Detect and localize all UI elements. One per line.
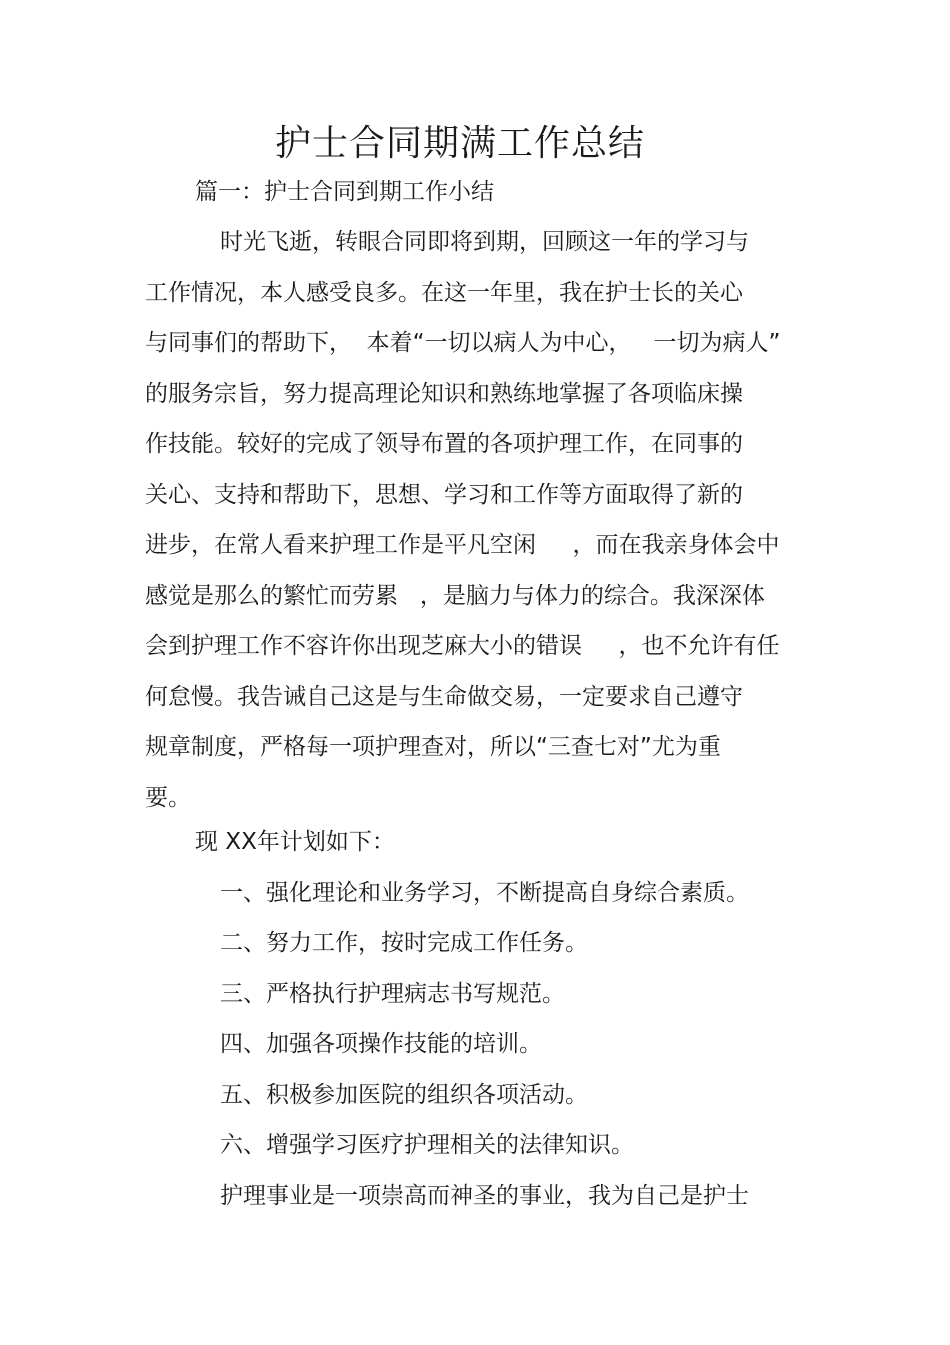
paragraph-line: 感觉是那么的繁忙而劳累 ，是脑力与体力的综合。我深深体	[145, 582, 765, 609]
plan-heading: 现 XX年计划如下：	[195, 829, 395, 855]
plan-item: 一、强化理论和业务学习，不断提高自身综合素质。	[220, 879, 749, 906]
paragraph-line: 时光飞逝，转眼合同即将到期，回顾这一年的学习与	[220, 229, 749, 255]
paragraph-line: 要。	[145, 784, 191, 811]
paragraph-line: 规章制度，严格每一项护理查对，所以“三查七对”尤为重	[145, 734, 721, 760]
plan-item: 四、加强各项操作技能的培训。	[220, 1031, 542, 1057]
section-subtitle: 篇一：护士合同到期工作小结	[195, 179, 494, 205]
closing-paragraph-line: 护理事业是一项崇高而神圣的事业，我为自己是护士	[220, 1182, 749, 1209]
document-title: 护士合同期满工作总结	[274, 123, 645, 164]
paragraph-line: 何怠慢。我告诫自己这是与生命做交易，一定要求自己遵守	[145, 683, 743, 710]
paragraph-line: 会到护理工作不容许你出现芝麻大小的错误 ，也不允许有任	[145, 633, 780, 659]
plan-item: 三、严格执行护理病志书写规范。	[220, 980, 565, 1007]
paragraph-line: 的服务宗旨，努力提高理论知识和熟练地掌握了各项临床操	[145, 380, 743, 407]
paragraph-line: 作技能。较好的完成了领导布置的各项护理工作，在同事的	[145, 431, 743, 457]
plan-item: 五、积极参加医院的组织各项活动。	[220, 1081, 588, 1108]
plan-list	[195, 825, 749, 1229]
body-paragraph	[145, 225, 780, 831]
paragraph-line: 关心、支持和帮助下，思想、学习和工作等方面取得了新的	[145, 481, 743, 508]
paragraph-line: 工作情况，本人感受良多。在这一年里，我在护士长的关心	[145, 279, 743, 306]
paragraph-line: 进步，在常人看来护理工作是平凡空闲 ，而在我亲身体会中	[145, 532, 780, 558]
paragraph-line: 与同事们的帮助下， 本着“一切以病人为中心， 一切为病人”	[145, 330, 781, 356]
plan-item: 二、努力工作，按时完成工作任务。	[220, 930, 588, 956]
plan-item: 六、增强学习医疗护理相关的法律知识。	[220, 1132, 634, 1158]
